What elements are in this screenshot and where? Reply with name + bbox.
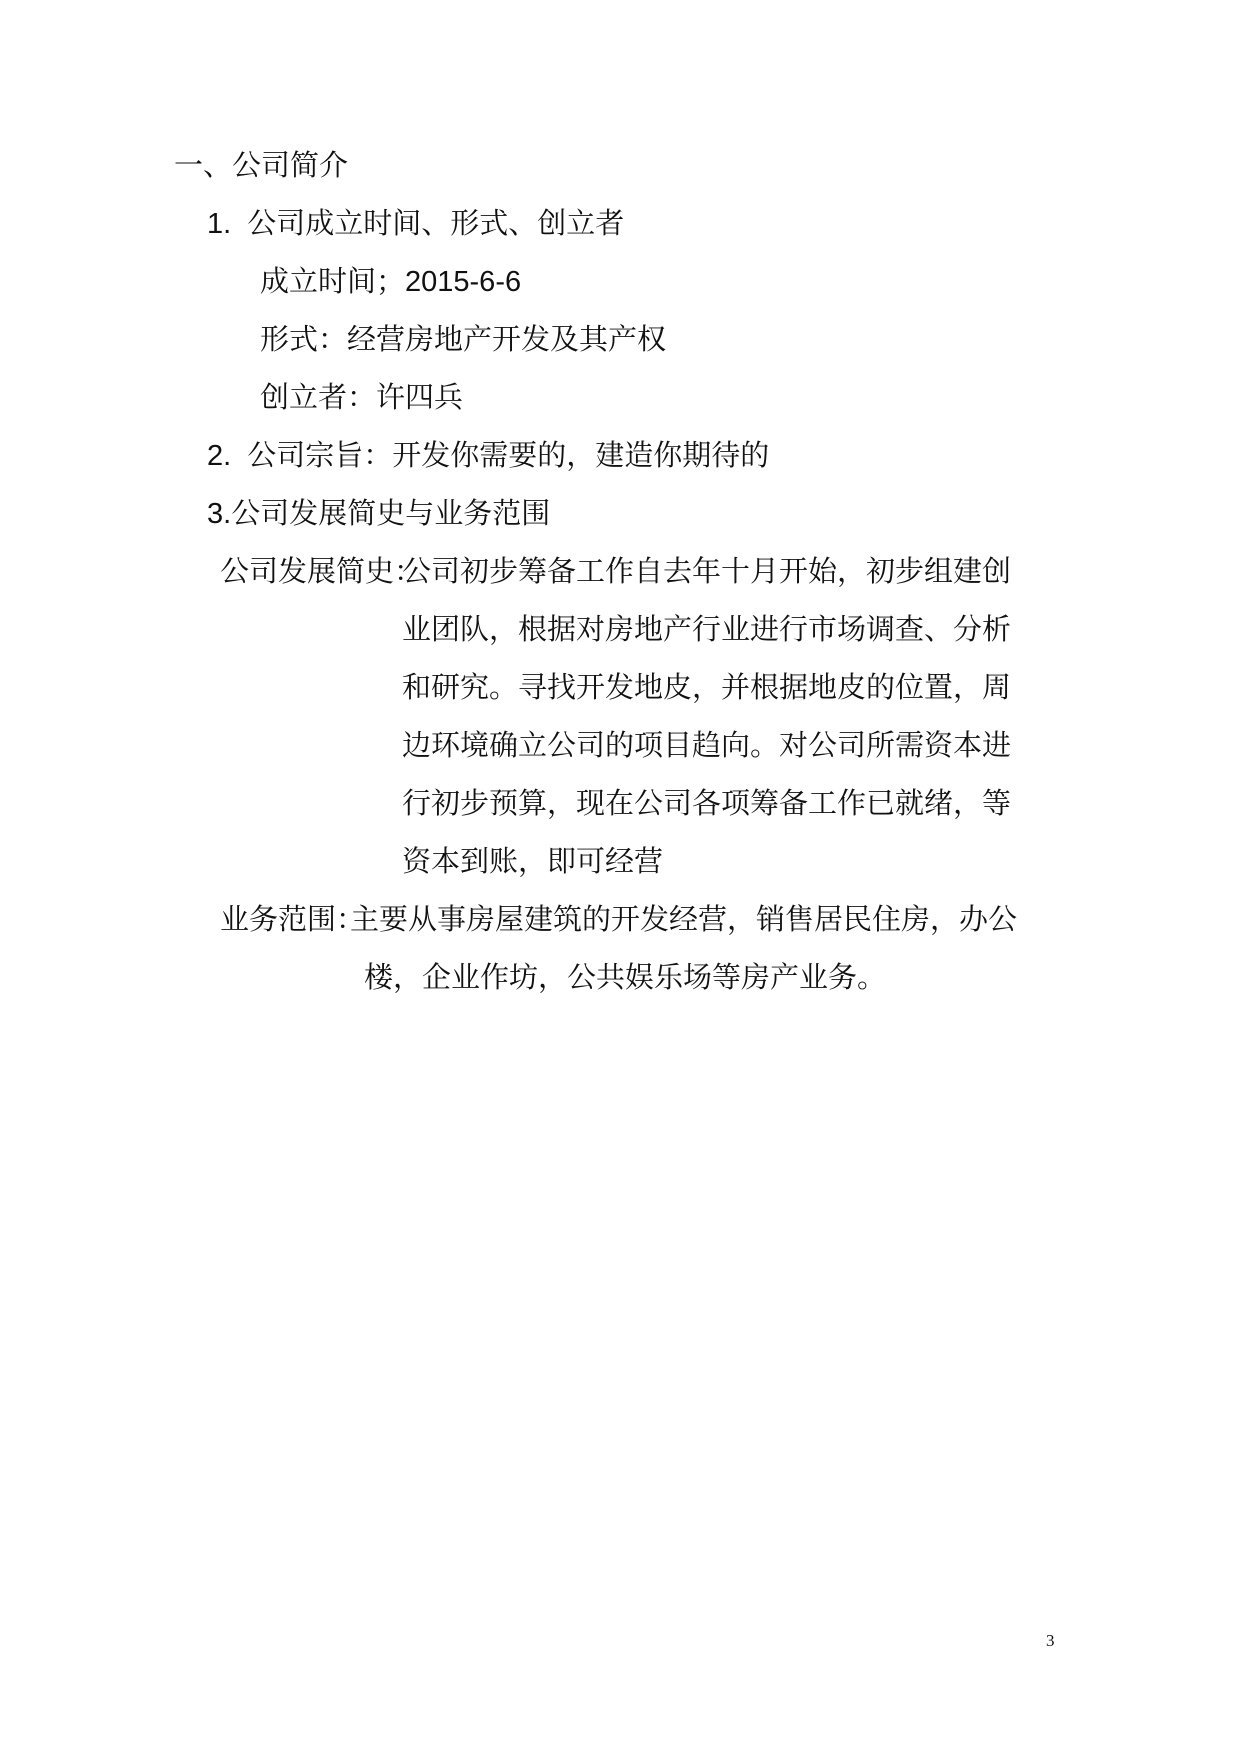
form-label: 形式：	[260, 322, 348, 356]
section-heading: 一、公司简介	[174, 148, 349, 182]
form-value: 经营房地产开发及其产权	[347, 322, 667, 356]
item-2-number: 2.	[207, 440, 232, 472]
founder-line	[260, 377, 463, 417]
history-label: 公司发展简史：	[220, 554, 424, 588]
founder-label: 创立者：	[260, 380, 377, 414]
item-3-title: 公司发展简史与业务范围	[231, 496, 551, 530]
founder-value: 许四兵	[376, 380, 464, 414]
item-3-heading	[207, 493, 550, 534]
form-line	[260, 319, 666, 359]
history-line: 边环境确立公司的项目趋向。对公司所需资本进	[402, 728, 1012, 762]
history-line: 资本到账，即可经营	[402, 844, 664, 878]
item-2-line	[207, 435, 769, 476]
founded-line	[260, 261, 521, 302]
founded-date: 2015-6-6	[405, 266, 522, 298]
item-2-text: 公司宗旨：开发你需要的，建造你期待的	[247, 438, 770, 472]
item-1-title: 公司成立时间、形式、创立者	[247, 206, 625, 240]
history-line: 公司初步筹备工作自去年十月开始，初步组建创	[402, 554, 1012, 588]
scope-line: 楼，企业作坊，公共娱乐场等房产业务。	[364, 960, 887, 994]
history-line: 行初步预算，现在公司各项筹备工作已就绪，等	[402, 786, 1012, 820]
history-line: 和研究。寻找开发地皮，并根据地皮的位置，周	[402, 670, 1012, 704]
item-3-number: 3.	[207, 498, 232, 530]
page-number: 3	[1046, 1631, 1055, 1650]
item-1-heading	[207, 203, 624, 244]
history-line: 业团队，根据对房地产行业进行市场调查、分析	[402, 612, 1012, 646]
item-1-number: 1.	[207, 208, 232, 240]
founded-label: 成立时间；	[260, 264, 406, 298]
scope-label: 业务范围：	[220, 902, 366, 936]
scope-line: 主要从事房屋建筑的开发经营，销售居民住房，办公	[350, 902, 1018, 936]
